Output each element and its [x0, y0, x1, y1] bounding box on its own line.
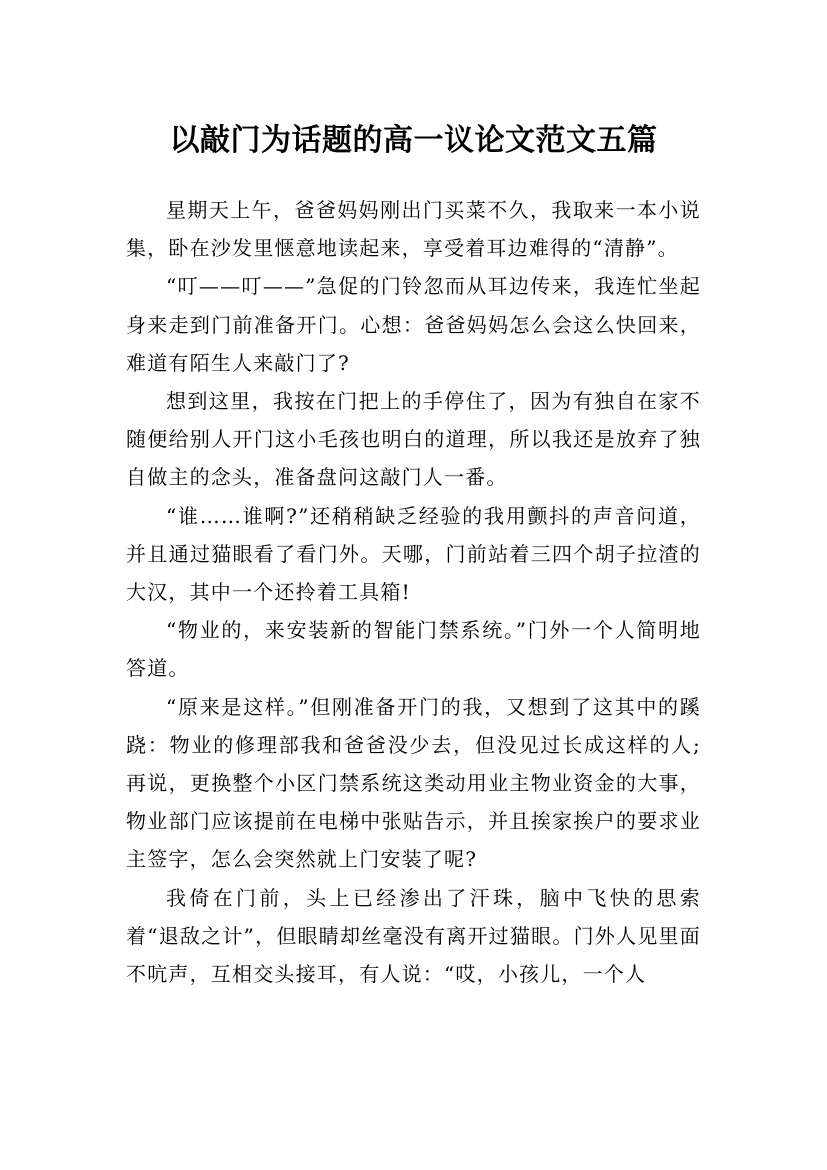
paragraph: 星期天上午，爸爸妈妈刚出门买菜不久，我取来一本小说集，卧在沙发里惬意地读起来，享受着耳边难得的“清静”。 — [126, 198, 701, 261]
paragraph: 我倚在门前，头上已经渗出了汗珠，脑中飞快的思索着“退敌之计”，但眼睛却丝毫没有离开过猫眼。门外人见里面不吭声，互相交头接耳，有人说：“哎，小孩儿，一个人 — [126, 885, 701, 987]
paragraph: “原来是这样。”但刚准备开门的我，又想到了这其中的蹊跷：物业的修理部我和爸爸没少去，但没见过长成这样的人;再说，更换整个小区门禁系统这类动用业主物业资金的大事，物业部门应该提前在电梯中张贴告示，并且挨家挨户的要求业主签字，怎么会突然就上门安装了呢? — [126, 694, 701, 872]
paragraph: “物业的，来安装新的智能门禁系统。”门外一个人简明地答道。 — [126, 618, 701, 681]
document-title: 以敲门为话题的高一议论文范文五篇 — [169, 123, 658, 159]
paragraph: “叮——叮——”急促的门铃忽而从耳边传来，我连忙坐起身来走到门前准备开门。心想：爸爸妈妈怎么会这么快回来，难道有陌生人来敲门了? — [126, 274, 701, 375]
paragraph: “谁……谁啊?”还稍稍缺乏经验的我用颤抖的声音问道，并且通过猫眼看了看门外。天哪，门前站着三四个胡子拉渣的大汉，其中一个还拎着工具箱! — [126, 503, 701, 605]
document-body — [126, 191, 701, 993]
paragraph: 想到这里，我按在门把上的手停住了，因为有独自在家不随便给别人开门这小毛孩也明白的道理，所以我还是放弃了独自做主的念头，准备盘问这敲门人一番。 — [126, 389, 701, 490]
